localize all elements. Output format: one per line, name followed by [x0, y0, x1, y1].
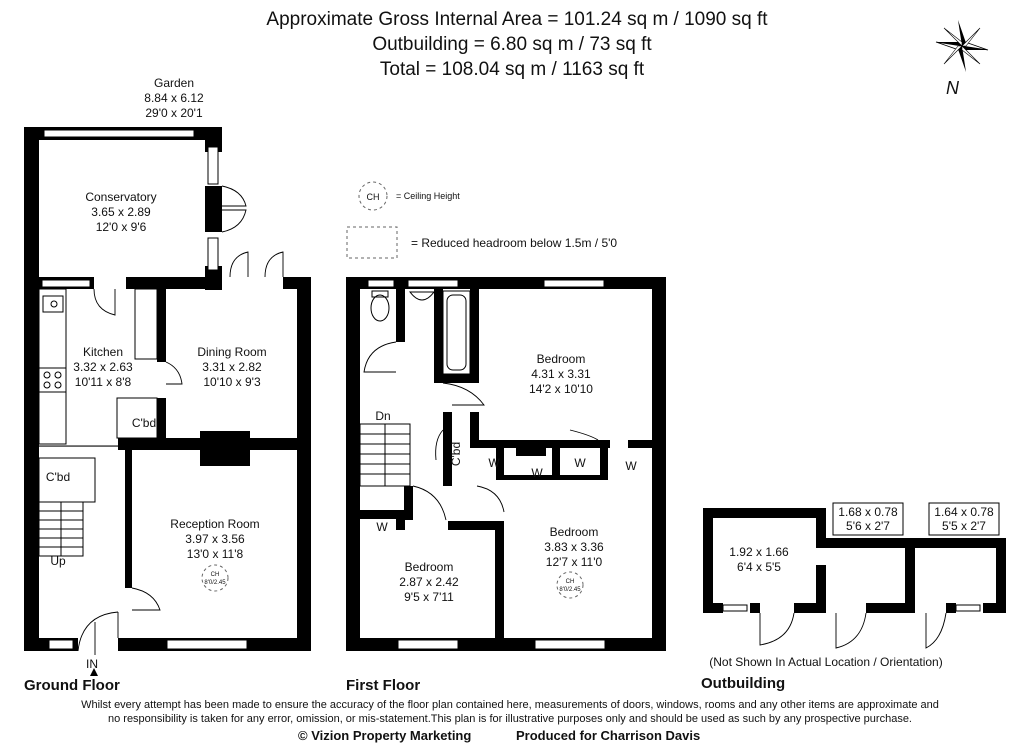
bedroom-2-metric: 3.83 x 3.36: [544, 540, 604, 554]
kitchen-name: Kitchen: [82, 345, 124, 359]
copyright-text: © Vizion Property Marketing: [298, 728, 472, 743]
reception-ch-value: 8'0/2.45: [204, 580, 226, 586]
reception-room-imperial: 13'0 x 11'8: [186, 547, 244, 561]
store-2-imperial: 5'6 x 2'7: [846, 519, 890, 533]
disclaimer-line-2: no responsibility is taken for any error, omission, or mis-statement.This plan is for illustrative purposes only and should be used as such by any prospective purchase.: [107, 713, 913, 725]
bedroom-3-imperial: 9'5 x 7'11: [404, 590, 454, 604]
disclaimer-line-1: Whilst every attempt has been made to ensure the accuracy of the floor plan contained here, measurements of doors, windows, rooms and any other items are approximate and: [81, 699, 939, 711]
store-3-metric: 1.64 x 0.78: [934, 505, 994, 519]
store-3-imperial: 5'5 x 2'7: [942, 519, 986, 533]
bedroom-2-ch-label: CH: [565, 579, 575, 585]
garden-imperial: 29'0 x 20'1: [145, 106, 203, 120]
legend-ch-symbol: CH: [366, 192, 380, 202]
bedroom-2-name: Bedroom: [549, 525, 599, 539]
wardrobe-label-3: W: [574, 456, 586, 470]
conservatory-name: Conservatory: [85, 190, 157, 204]
bedroom-3-metric: 2.87 x 2.42: [399, 575, 459, 589]
bedroom-2-ceiling-height-icon: [557, 572, 583, 598]
dining-room-name: Dining Room: [197, 345, 267, 359]
wardrobe-label-1: W: [488, 456, 500, 470]
ground-cupboard-label: C'bd: [131, 416, 157, 430]
dining-room-metric: 3.31 x 2.82: [202, 360, 262, 374]
bedroom-2-ch-value: 8'0/2.45: [559, 587, 581, 593]
reception-room-metric: 3.97 x 3.56: [185, 532, 245, 546]
kitchen-metric: 3.32 x 2.63: [73, 360, 133, 374]
conservatory-imperial: 12'0 x 9'6: [95, 220, 147, 234]
ground-floor-plan: [24, 127, 311, 676]
outbuilding-title: Outbuilding: [701, 675, 786, 692]
produced-for-text: Produced for Charrison Davis: [516, 728, 701, 743]
legend-reduced-headroom-text: = Reduced headroom below 1.5m / 5'0: [411, 236, 618, 250]
bedroom-3-name: Bedroom: [404, 560, 454, 574]
compass-north-label: N: [946, 78, 959, 98]
store-1-metric: 1.92 x 1.66: [729, 545, 789, 559]
first-floor-cupboard-label: C'bd: [449, 441, 463, 467]
wardrobe-label-4: W: [625, 459, 637, 473]
store-1-imperial: 6'4 x 5'5: [737, 560, 781, 574]
conservatory-metric: 3.65 x 2.89: [91, 205, 151, 219]
ground-hall-cupboard-label: C'bd: [45, 470, 71, 484]
ground-floor-title: Ground Floor: [24, 677, 120, 694]
legend: [347, 182, 617, 258]
kitchen-imperial: 10'11 x 8'8: [74, 375, 132, 389]
bedroom-2-imperial: 12'7 x 11'0: [545, 555, 603, 569]
store-2-metric: 1.68 x 0.78: [838, 505, 898, 519]
wardrobe-label-5: W: [376, 520, 388, 534]
reduced-headroom-symbol-icon: [347, 227, 397, 258]
total-area-heading: Total = 108.04 sq m / 1163 sq ft: [379, 59, 645, 80]
legend-ceiling-height-text: = Ceiling Height: [396, 191, 460, 201]
dining-room-imperial: 10'10 x 9'3: [203, 375, 261, 389]
garden-metric: 8.84 x 6.12: [144, 91, 204, 105]
bedroom-1-metric: 4.31 x 3.31: [531, 367, 591, 381]
wardrobe-label-2: W: [531, 466, 543, 480]
bedroom-1-name: Bedroom: [536, 352, 586, 366]
compass-rose-icon: [936, 20, 988, 72]
reception-ceiling-height-icon: [202, 565, 228, 591]
outbuilding-area-heading: Outbuilding = 6.80 sq m / 73 sq ft: [372, 34, 652, 55]
outbuilding-orientation-note: (Not Shown In Actual Location / Orientation): [709, 655, 943, 669]
entrance-label: IN: [86, 657, 98, 671]
reception-ch-label: CH: [210, 572, 220, 578]
bedroom-1-imperial: 14'2 x 10'10: [529, 382, 593, 396]
first-floor-plan: [346, 277, 666, 651]
garden-name: Garden: [153, 76, 195, 90]
first-floor-title: First Floor: [346, 677, 421, 694]
reception-room-name: Reception Room: [170, 517, 260, 531]
stairs-up-label: Up: [50, 554, 66, 568]
stairs-down-label: Dn: [375, 409, 391, 423]
gross-area-heading: Approximate Gross Internal Area = 101.24 sq m / 1090 sq ft: [266, 9, 768, 30]
